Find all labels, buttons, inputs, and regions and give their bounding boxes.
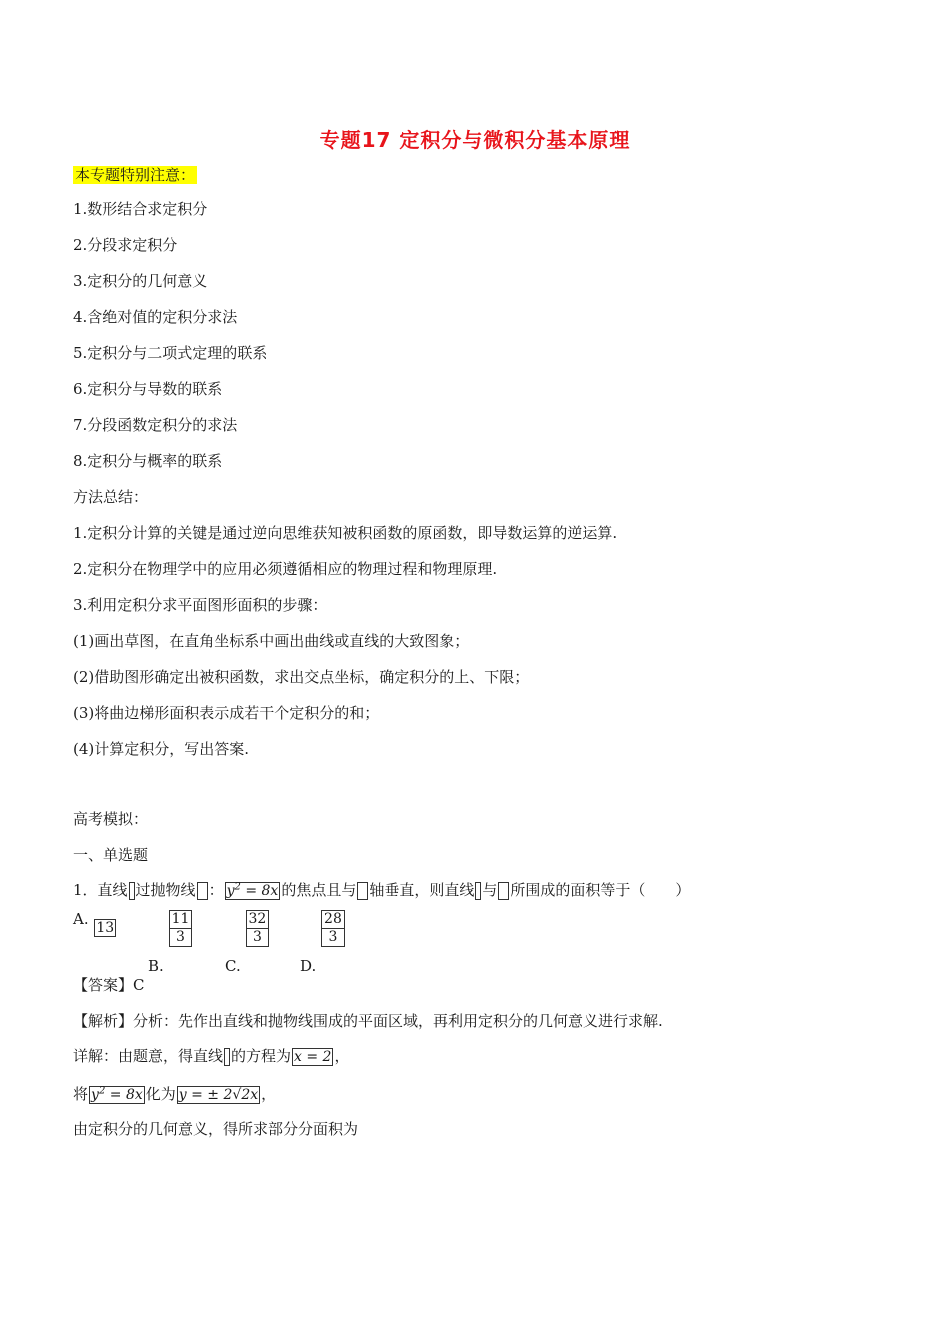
notice-item: 4.含绝对值的定积分求法: [73, 308, 238, 326]
method-step: (1)画出草图，在直角坐标系中画出曲线或直线的大致图象；: [73, 632, 470, 650]
fraction: $\frac{11}{3}$: [169, 910, 193, 947]
method-step: (3)将曲边梯形面积表示成若干个定积分的和；: [73, 704, 380, 722]
method-step: (4)计算定积分，写出答案.: [73, 740, 250, 758]
last-line: 由定积分的几何意义，得所求部分分面积为: [73, 1120, 359, 1138]
exam-label: 高考模拟：: [73, 810, 149, 828]
option-d: D. $\frac{28}{3}$: [300, 910, 345, 947]
method-item: 2.定积分在物理学中的应用必须遵循相应的物理过程和物理原理.: [73, 560, 498, 578]
notice-item: 7.分段函数定积分的求法: [73, 416, 238, 434]
formula-parabola: $y^2 = 8x$: [91, 1085, 143, 1103]
formula-sqrt: y = ± 2√2x: [178, 1087, 259, 1103]
formula-parabola: $y^2 = 8x$: [226, 881, 279, 899]
answer: 【答案】C: [73, 976, 145, 994]
formula-box-l: [475, 882, 481, 900]
method-label: 方法总结：: [73, 488, 149, 506]
fraction: $\frac{28}{3}$: [321, 910, 345, 947]
question-1: 1．直线 过抛物线 ： $y^2 = 8x$ 的焦点且与 轴垂直，则直线 与 所围成的面积等于（ ）: [73, 881, 691, 899]
notice-item: 5.定积分与二项式定理的联系: [73, 344, 268, 362]
page-title: 专题17 定积分与微积分基本原理: [319, 128, 631, 152]
notice-item: 8.定积分与概率的联系: [73, 452, 223, 470]
option-c: C. $\frac{32}{3}$: [225, 910, 269, 947]
fraction: $\frac{32}{3}$: [246, 910, 270, 947]
notice-item: 2.分段求定积分: [73, 236, 178, 254]
formula-box-x: [357, 882, 368, 900]
formula-line: x = 2: [294, 1049, 332, 1065]
notice-item: 3.定积分的几何意义: [73, 272, 208, 290]
method-item: 3.利用定积分求平面图形面积的步骤：: [73, 596, 328, 614]
option-a: A. 13: [73, 910, 115, 936]
notice-item: 1.数形结合求定积分: [73, 200, 208, 218]
convert-line: 将 $y^2 = 8x$ 化为 y = ± 2√2x ，: [73, 1085, 277, 1103]
formula-box-l: [129, 882, 135, 900]
section-label: 一、单选题: [73, 846, 149, 864]
method-step: (2)借助图形确定出被积函数，求出交点坐标，确定积分的上、下限；: [73, 668, 530, 686]
option-a-value: 13: [96, 920, 115, 936]
notice-item: 6.定积分与导数的联系: [73, 380, 223, 398]
analysis: 【解析】分析：先作出直线和抛物线围成的平面区域，再利用定积分的几何意义进行求解.: [73, 1012, 663, 1030]
formula-box-l: [224, 1048, 230, 1066]
formula-box-c: [498, 882, 509, 900]
detail-line: 详解：由题意，得直线 的方程为 x = 2 ，: [73, 1047, 350, 1065]
notice-label: 本专题特别注意：: [75, 166, 196, 184]
method-item: 1.定积分计算的关键是通过逆向思维获知被积函数的原函数，即导数运算的逆运算.: [73, 524, 618, 542]
formula-box-c: [197, 882, 208, 900]
option-b: B. $\frac{11}{3}$: [148, 910, 192, 947]
